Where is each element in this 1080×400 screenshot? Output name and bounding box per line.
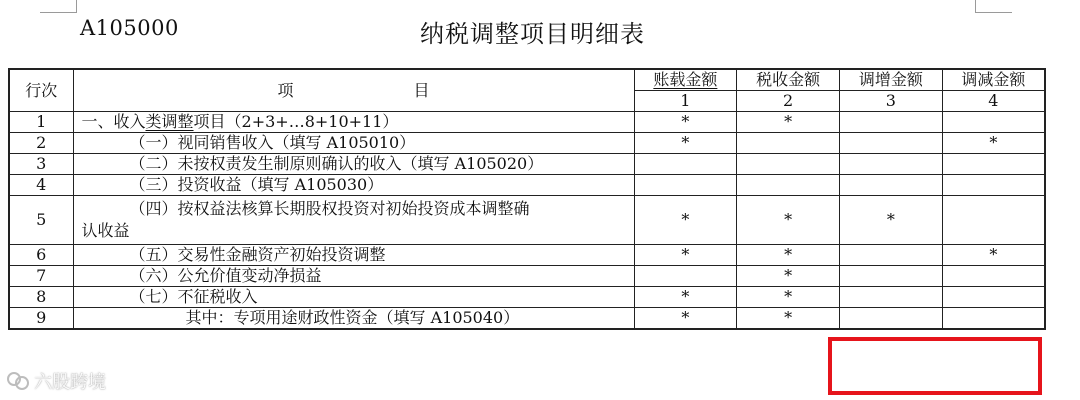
header-tax-amount: 税收金额 [737, 69, 840, 91]
row-item: （七）不征税收入 [73, 287, 634, 308]
cell-decrease-amount[interactable] [942, 175, 1045, 196]
row-item: （二）未按权责发生制原则确认的收入（填写 A105020） [73, 154, 634, 175]
row-no: 2 [9, 133, 73, 154]
row-item [73, 112, 634, 133]
cell-decrease-amount[interactable] [942, 112, 1045, 133]
row-item-link[interactable]: 类调整 [145, 112, 194, 131]
col-number: 4 [942, 91, 1045, 112]
header-item-part-a: 项 [277, 80, 294, 100]
cell-book-amount[interactable]: * [634, 287, 737, 308]
row-no: 3 [9, 154, 73, 175]
watermark [6, 368, 106, 394]
cell-increase-amount[interactable] [840, 133, 943, 154]
cell-decrease-amount[interactable] [942, 196, 1045, 245]
row-item: （五）交易性金融资产初始投资调整 [73, 245, 634, 266]
header-item [73, 69, 634, 112]
col-number: 3 [840, 91, 943, 112]
row-item: （三）投资收益（填写 A105030） [73, 175, 634, 196]
cell-increase-amount[interactable]: * [840, 196, 943, 245]
table-row [9, 245, 1045, 266]
page-corner-mark-right [975, 0, 1012, 13]
header-book-amount[interactable] [634, 69, 737, 91]
header-item-part-b: 目 [413, 80, 430, 100]
cell-book-amount[interactable] [634, 154, 737, 175]
cell-book-amount[interactable] [634, 175, 737, 196]
cell-decrease-amount[interactable] [942, 287, 1045, 308]
row-no: 5 [9, 196, 73, 245]
row-no: 6 [9, 245, 73, 266]
header-book-amount-link[interactable]: 账载金额 [653, 70, 718, 89]
header-increase-amount: 调增金额 [840, 69, 943, 91]
row-item-line1: （四）按权益法核算长期股权投资对初始投资成本调整确 [129, 199, 530, 218]
table-row [9, 175, 1045, 196]
watermark-text: 六股跨境 [34, 372, 106, 393]
cell-decrease-amount[interactable] [942, 154, 1045, 175]
cell-tax-amount[interactable]: * [737, 266, 840, 287]
cell-increase-amount[interactable] [840, 175, 943, 196]
row-item: （六）公允价值变动净损益 [73, 266, 634, 287]
cell-increase-amount[interactable] [840, 266, 943, 287]
page-corner-mark-left [40, 0, 77, 13]
cell-decrease-amount[interactable]: * [942, 245, 1045, 266]
cell-increase-amount[interactable] [840, 308, 943, 330]
cell-book-amount[interactable]: * [634, 308, 737, 330]
header-decrease-amount: 调减金额 [942, 69, 1045, 91]
cell-book-amount[interactable]: * [634, 196, 737, 245]
cell-book-amount[interactable]: * [634, 133, 737, 154]
row-item: （一）视同销售收入（填写 A105010） [73, 133, 634, 154]
cell-book-amount[interactable]: * [634, 245, 737, 266]
tax-adjustment-table [8, 68, 1046, 330]
table-row [9, 196, 1045, 245]
row-no: 4 [9, 175, 73, 196]
row-item-line2: 认收益 [81, 221, 130, 240]
table-row [9, 133, 1045, 154]
cell-tax-amount[interactable]: * [737, 196, 840, 245]
table-row [9, 287, 1045, 308]
cell-tax-amount[interactable]: * [737, 245, 840, 266]
row-no: 7 [9, 266, 73, 287]
red-highlight-box [828, 337, 1042, 395]
cell-tax-amount[interactable] [737, 175, 840, 196]
cell-tax-amount[interactable]: * [737, 308, 840, 330]
cell-tax-amount[interactable]: * [737, 112, 840, 133]
cell-book-amount[interactable] [634, 266, 737, 287]
row-no: 1 [9, 112, 73, 133]
cell-decrease-amount[interactable]: * [942, 133, 1045, 154]
page-title: 纳税调整项目明细表 [420, 20, 645, 48]
table-row [9, 308, 1045, 330]
row-item-prefix: 一、收入 [81, 112, 146, 131]
table-row [9, 112, 1045, 133]
table-header-row [9, 69, 1045, 91]
watermark-logo-icon [6, 369, 30, 393]
col-number: 1 [634, 91, 737, 112]
row-item [73, 196, 634, 245]
cell-tax-amount[interactable] [737, 154, 840, 175]
table-row [9, 154, 1045, 175]
cell-increase-amount[interactable] [840, 154, 943, 175]
cell-tax-amount[interactable]: * [737, 287, 840, 308]
cell-book-amount[interactable]: * [634, 112, 737, 133]
cell-tax-amount[interactable] [737, 133, 840, 154]
table-row [9, 266, 1045, 287]
cell-decrease-amount[interactable] [942, 266, 1045, 287]
cell-increase-amount[interactable] [840, 112, 943, 133]
cell-decrease-amount[interactable] [942, 308, 1045, 330]
cell-increase-amount[interactable] [840, 245, 943, 266]
col-number: 2 [737, 91, 840, 112]
form-code: A105000 [80, 16, 179, 40]
cell-increase-amount[interactable] [840, 287, 943, 308]
row-item-suffix: 项目（2+3+…8+10+11） [193, 112, 399, 131]
row-no: 8 [9, 287, 73, 308]
header-row-no: 行次 [9, 69, 73, 112]
row-no: 9 [9, 308, 73, 330]
row-item: 其中：专项用途财政性资金（填写 A105040） [73, 308, 634, 330]
